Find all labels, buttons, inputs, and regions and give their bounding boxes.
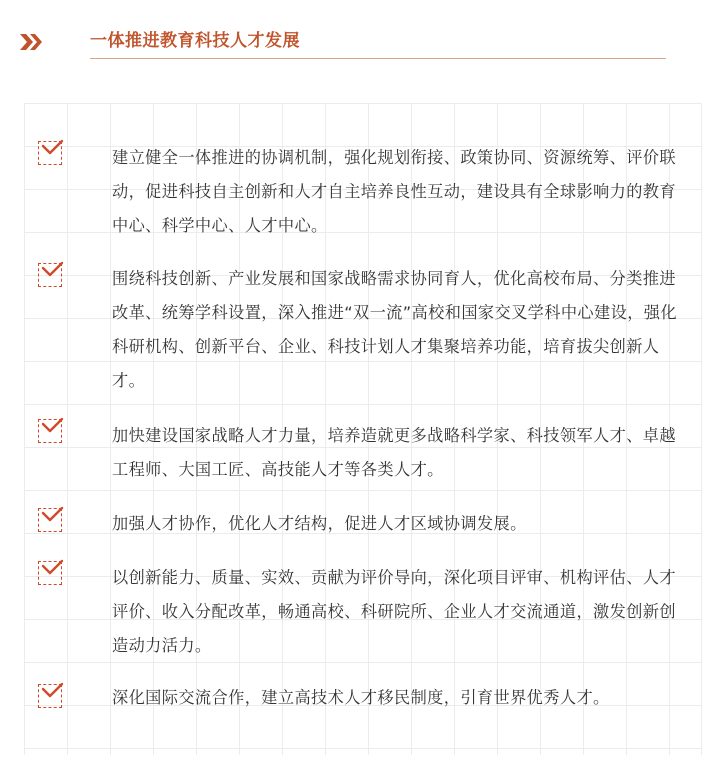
list-item-text: 建立健全一体推进的协调机制，强化规划衔接、政策协同、资源统筹、评价联动，促进科技自主创新和人才自主培养良性互动，建设具有全球影响力的教育中心、科学中心、人才中心。: [112, 148, 676, 235]
checkbox-checked-icon: [38, 141, 62, 165]
list-item-text: 加快建设国家战略人才力量，培养造就更多战略科学家、科技领军人才、卓越工程师、大国工匠、高技能人才等各类人才。: [112, 426, 676, 479]
checkbox-checked-icon: [38, 419, 62, 443]
checkbox-checked-icon: [38, 263, 62, 287]
double-chevron-right-icon: [20, 32, 44, 52]
list-item-text: 加强人才协作，优化人才结构，促进人才区域协调发展。: [112, 514, 527, 533]
title-underline: [90, 58, 666, 59]
checkbox-checked-icon: [38, 684, 62, 708]
list-item-text: 围绕科技创新、产业发展和国家战略需求协同育人，优化高校布局、分类推进改革、统筹学科设置，深入推进“双一流”高校和国家交叉学科中心建设，强化科研机构、创新平台、企业、科技计划人才集聚培养功能，培育拔尖创新人才。: [112, 269, 677, 390]
list-item-text: 以创新能力、质量、实效、贡献为评价导向，深化项目评审、机构评估、人才评价、收入分配改革，畅通高校、科研院所、企业人才交流通道，激发创新创造动力活力。: [112, 568, 676, 655]
section-header: [0, 0, 726, 70]
list-item-text: 深化国际交流合作，建立高技术人才移民制度，引育世界优秀人才。: [112, 688, 610, 707]
section-title: 一体推进教育科技人才发展: [90, 31, 300, 51]
checkbox-checked-icon: [38, 561, 62, 585]
grid-panel: [24, 103, 702, 755]
checkbox-checked-icon: [38, 508, 62, 532]
